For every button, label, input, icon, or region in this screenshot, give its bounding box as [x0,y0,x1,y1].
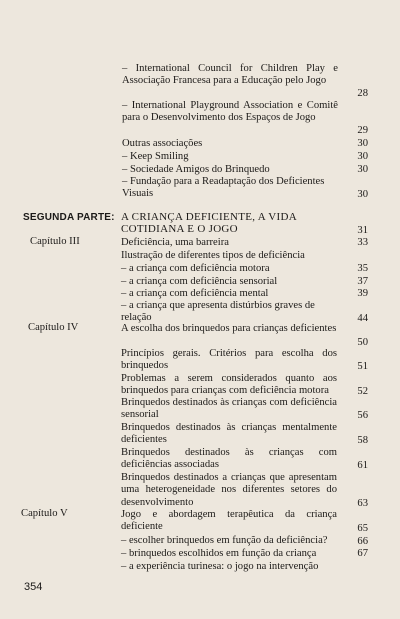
toc-entry-problemas [121,373,337,398]
toc-entry-text: A CRIANÇA DEFICIENTE, A VIDA COTIDIANA E O JOGO [121,211,297,236]
chapter-label: Capítulo IV [28,322,79,333]
toc-page-number: 28 [357,88,368,99]
toc-entry-ilustracao [121,250,337,262]
toc-entry-bri-associadas [121,447,337,472]
toc-entry-text: – escolher brinquedos em função da deficiência? [121,535,328,546]
toc-page-number: 63 [357,498,368,509]
toc-entry-motora [121,263,337,275]
toc-entry-relacao [121,300,337,325]
toc-page-number: 30 [357,138,368,149]
toc-page-number: 52 [357,386,368,397]
chapter-label: Capítulo V [21,508,68,519]
toc-entry-text: Princípios gerais. Critérios para escolha dos brinquedos [121,348,337,372]
toc-page-number: 30 [357,189,368,200]
toc-page-number: 35 [357,263,368,274]
part-title [121,211,333,236]
toc-entry-outras [122,138,338,150]
page-number: 354 [24,581,43,593]
toc-entry-sensorial [121,276,337,288]
toc-entry-text: – brinquedos escolhidos em função da criança [121,548,317,559]
toc-page-number: 37 [357,276,368,287]
toc-entry-text: – a experiência turinesa: o jogo na intervenção [121,561,319,572]
toc-page-number: 61 [357,460,368,471]
chapter-label: Capítulo III [30,236,80,247]
toc-entry-text: – a criança que apresenta distúrbios graves de relação [121,300,315,324]
toc-page-number: 44 [357,313,368,324]
toc-page-number: 67 [357,548,368,559]
toc-page-number: 31 [357,225,368,236]
toc-entry-text: – International Playground Association e Comitê para o Desenvolvimento dos Espaços de Jogo [122,100,338,124]
toc-entry-escolher [121,535,337,547]
toc-entry-text: Jogo e abordagem terapêutica da criança deficiente [121,509,337,533]
toc-entry-text: – Fundação para a Readaptação dos Deficientes Visuais [122,176,325,200]
toc-entry-text: – Sociedade Amigos do Brinquedo [122,164,270,175]
toc-page-number: 66 [357,536,368,547]
toc-entry-escolhidos [121,548,337,560]
toc-entry-icc [122,63,338,88]
toc-entry-sociedade [122,164,338,176]
toc-page-number: 65 [357,523,368,534]
toc-entry-barreira [121,237,337,249]
toc-entry-ipa [122,100,338,125]
toc-entry-turinesa [121,561,337,573]
toc-page-number: 56 [357,410,368,421]
toc-page-number: 30 [357,151,368,162]
toc-entry-principios [121,348,337,373]
toc-entry-text: Brinquedos destinados às crianças com deficiência sensorial [121,397,337,421]
toc-entry-text: – a criança com deficiência sensorial [121,276,278,287]
toc-entry-text: – a criança com deficiência motora [121,263,270,274]
toc-entry-abordagem [121,509,337,534]
toc-entry-fundacao [122,176,338,201]
toc-entry-mental [121,288,337,300]
toc-page-number: 58 [357,435,368,446]
toc-entry-text: Deficiência, uma barreira [121,237,229,248]
toc-entry-text: – International Council for Children Play e Associação Francesa para a Educação pelo Jogo [122,63,338,87]
toc-entry-text: Outras associações [122,138,203,149]
toc-entry-text: Brinquedos destinados às crianças com deficiências associadas [121,447,337,471]
toc-entry-text: Ilustração de diferentes tipos de deficiência [121,250,305,261]
toc-entry-text: – a criança com deficiência mental [121,288,269,299]
toc-entry-text: Brinquedos destinados a crianças que apresentam uma heterogeneidade nos diferentes setores do desenvolvimento [121,472,337,508]
toc-entry-bri-sensorial [121,397,337,422]
part-label: SEGUNDA PARTE: [23,212,115,223]
toc-page-number: 50 [357,337,368,348]
toc-page-number: 39 [357,288,368,299]
toc-entry-escolha [121,323,337,335]
toc-page-number: 51 [357,361,368,372]
toc-entry-keep-smiling [122,151,338,163]
toc-entry-text: Problemas a serem considerados quanto aos brinquedos para crianças com deficiência motora [121,373,337,397]
toc-entry-text: Brinquedos destinados às crianças mentalmente deficientes [121,422,337,446]
toc-entry-heterogeneidade [121,472,337,509]
toc-page-number: 29 [357,125,368,136]
toc-page-number: 30 [357,164,368,175]
toc-entry-bri-mental [121,422,337,447]
toc-page-number: 33 [357,237,368,248]
toc-entry-text: – Keep Smiling [122,151,189,162]
toc-entry-text: A escolha dos brinquedos para crianças deficientes [121,323,337,334]
